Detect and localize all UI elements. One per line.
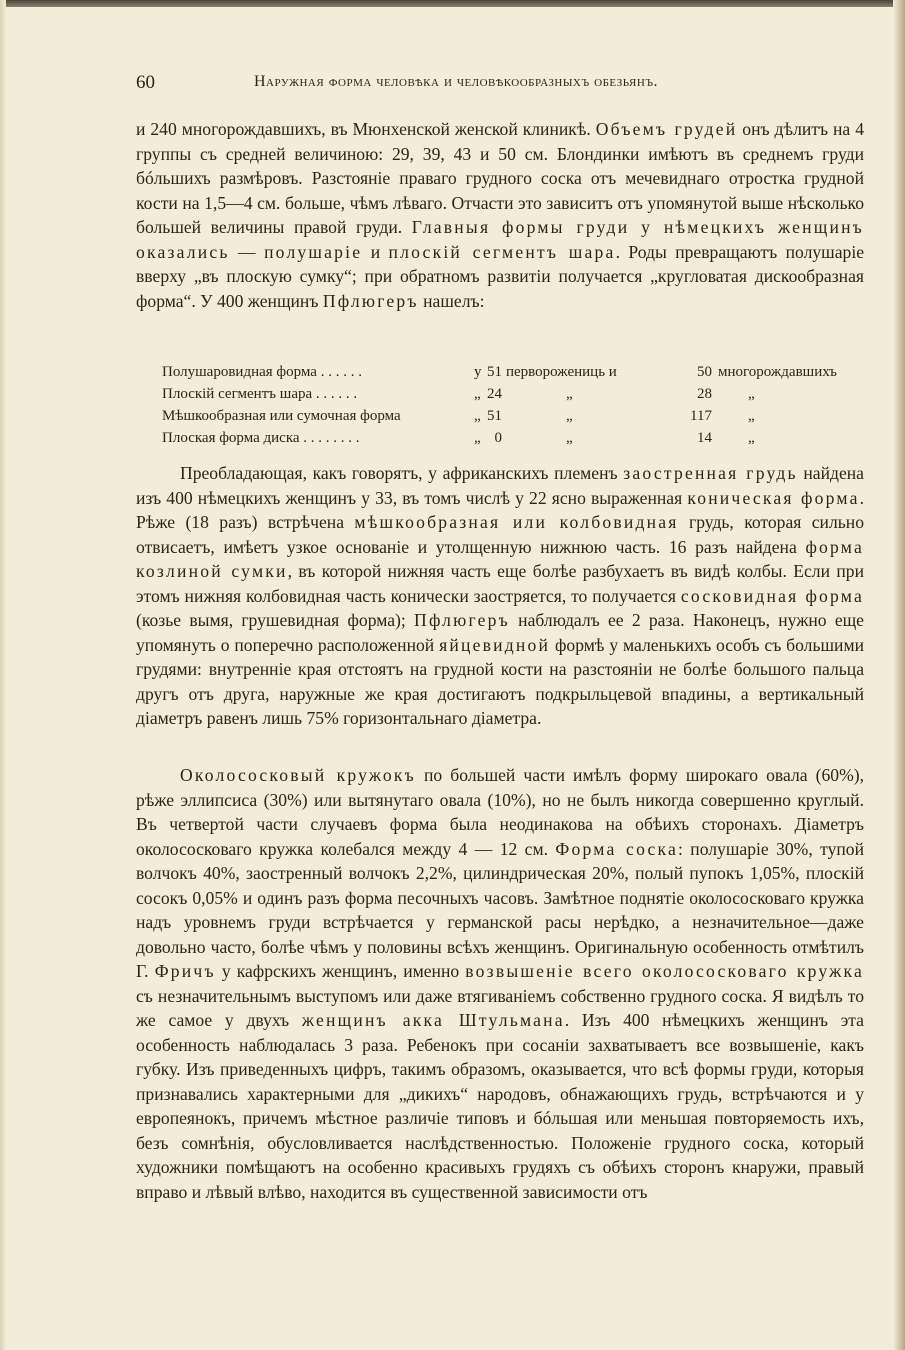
text-run: и [362,241,389,262]
text-run: формѣ у маленькихъ особъ съ большими грудями: внутренніе края отстоятъ на грудной кости на разстояніи не болѣе большого пальца другъ отъ друга, наружные же края достигаютъ подкрыльцевой впадины, а вертикальный діаметръ равенъ лишь 75% горизонтальнаго діаметра. [136,634,864,728]
text-run: нашелъ: [418,290,485,311]
author-name: Пфлюгеръ [414,610,510,630]
text-run: . Изъ 400 нѣмецкихъ женщинъ эта особенность наблюдалась 3 раза. Ребенокъ при сосаніи захватываетъ все возвышеніе, какъ губку. Изъ приведенныхъ цифръ, такимъ образомъ, оказывается, что всѣ формы груди, которыя признавались характерными для „дикихъ“ народовъ, обнажающихъ грудь, встрѣчаются и у европеянокъ, причемъ мѣстное различіе типовъ и бóльшая или меньшая повторяемость ихъ, безъ сомнѣнія, обусловливается наслѣдственностью. Положеніе грудного соска, который художники помѣщаютъ на особенно красивыхъ грудяхъ съ обѣихъ сторонъ кнаружи, правый вправо и лѣвый влѣво, находится въ существенной зависимости отъ [136,1010,864,1202]
text-run: у кафрскихъ женщинъ, именно [215,961,466,981]
multiparae-count: 50 [697,364,712,380]
primiparae-count: 51 [487,364,502,380]
text-run: съ незначительнымъ выступомъ или даже втягиваніемъ собственно грудного соска. Я видѣлъ то же самое у двухъ [136,985,864,1030]
paragraph-2 [136,461,864,731]
emphasis: заостренная грудь [623,463,798,483]
row-label: „ [566,430,573,446]
emphasis: форма козлиной сумки [136,536,864,581]
page-left-shadow [0,0,6,1350]
text-run: и 240 многорождавшихъ, въ Мюнхенской женской клиникѣ. [136,119,596,139]
page-right-edge [893,0,905,1350]
row-label: „ [566,386,573,402]
table-row [162,361,872,383]
emphasis: яйцевидной [439,634,551,655]
quote-mark: „ [474,430,481,446]
emphasis: плоскій сегментъ шара [388,241,616,262]
emphasis: коническая форма [687,487,860,508]
page-number: 60 [136,72,155,93]
text-run: наблюдалъ ее 2 раза. Наконецъ, нужно еще упомянуть о поперечно расположенной [136,610,864,655]
form-name: Плоскій сегментъ шара . . . . . . [162,386,358,402]
primiparae-count: 24 [487,386,502,402]
row-suffix: „ [748,408,755,424]
row-suffix: многорождавшихъ [718,364,837,380]
page-header [136,72,866,98]
text-run: (козье вымя, грушевидная форма); [136,610,415,630]
multiparae-count: 28 [697,386,712,402]
paragraph-3 [136,763,864,1204]
form-name: Мѣшкообразная или сумочная форма [162,408,401,424]
table-row [162,405,872,427]
emphasis: сосковидная форма [680,585,864,606]
page-top-edge [0,0,905,7]
quote-mark: „ [474,386,481,402]
text-run: по большей части имѣлъ форму широкаго овала (60%), рѣже эллипсиса (30%) или вытянутаго овала (10%), но не былъ никогда совершенно круглый. Въ четвертой части случаевъ форма была неодинакова на обѣихъ сторонахъ. Діаметръ околососковаго кружка колебался между 4 — 12 см. [136,765,864,859]
text-run: Преобладающая, какъ говорятъ, у африканскихъ племенъ [180,463,624,483]
author-name: Пфлюгеръ [322,290,419,311]
form-name: Полушаровидная форма . . . . . . [162,364,362,380]
text-run: грудь, которая сильно отвисаетъ, имѣетъ узкое основаніе и утолщенную нижнюю часть. 16 разъ найдена [136,512,864,557]
row-label: перворожениць и [506,364,617,380]
running-title: Наружная форма человѣка и человѣкообразныхъ обезьянъ. [254,73,659,90]
quote-mark: „ [474,408,481,424]
emphasis: мѣшкообразная или колбовидная [354,512,679,532]
text-run: : полушаріе 30%, тупой волчокъ 40%, заостренный волчокъ 2,2%, цилиндрическая 20%, полый пупокъ 1,05%, плоскій сосокъ 0,05% и одинъ разъ форма песочныхъ часовъ. Замѣтное поднятіе околососковаго кружка надъ уровнемъ груди встрѣчается у германской расы нерѣдко, а незначительное—даже довольно часто, болѣе чѣмъ у половины всѣхъ женщинъ. Оригинальную особенность отмѣтилъ Г. [136,838,865,981]
row-label: „ [566,408,573,424]
row-suffix: „ [748,430,755,446]
emphasis: Форма соска [555,838,679,859]
paragraph-1 [136,117,864,313]
text-run: . Роды превращаютъ полушаріе вверху „въ плоскую сумку“; при обратномъ развитіи получается „кругловатая дискообразная форма“. У 400 женщинъ [136,241,865,311]
emphasis: женщинъ акка Штульмана [301,1010,565,1030]
breast-form-table [162,361,872,449]
text-run: , въ которой нижняя часть еще болѣе разбухаетъ въ видѣ колбы. Если при этомъ нижняя колбовидная часть конически заостряется, то получается [136,561,865,606]
author-name: Фричъ [154,961,216,981]
text-run: найдена изъ 400 нѣмецкихъ женщинъ у 33, въ томъ числѣ у 22 ясно выраженная [136,463,864,508]
table-row [162,383,872,405]
text-run: онъ дѣлитъ на 4 группы съ средней величиною: 29, 39, 43 и 50 см. Блондинки имѣютъ въ среднемъ груди бóльшихъ размѣровъ. Разстояніе праваго грудного соска отъ мечевиднаго отростка грудной кости на 1,5—4 см. больше, чѣмъ лѣваго. Отчасти это зависитъ отъ упомянутой выше нѣсколько большей величины правой груди. [136,119,864,237]
primiparae-count: 0 [494,430,502,446]
emphasis: возвышеніе всего околососковаго кружка [465,961,865,981]
row-suffix: „ [748,386,755,402]
quote-mark: у [474,364,482,380]
emphasis: Околососковый кружокъ [180,765,416,785]
primiparae-count: 51 [487,408,502,424]
form-name: Плоская форма диска . . . . . . . . [162,430,360,446]
table-row [162,427,872,449]
emphasis: полушаріе [264,241,363,262]
emphasis: Объемъ грудей [595,119,738,139]
multiparae-count: 14 [697,430,712,446]
emphasis: Главныя формы груди у нѣмецкихъ женщинъ оказались [136,217,864,262]
multiparae-count: 117 [690,408,712,424]
text-run: — [229,241,265,262]
text-run: . Рѣже (18 разъ) встрѣчена [136,487,864,532]
